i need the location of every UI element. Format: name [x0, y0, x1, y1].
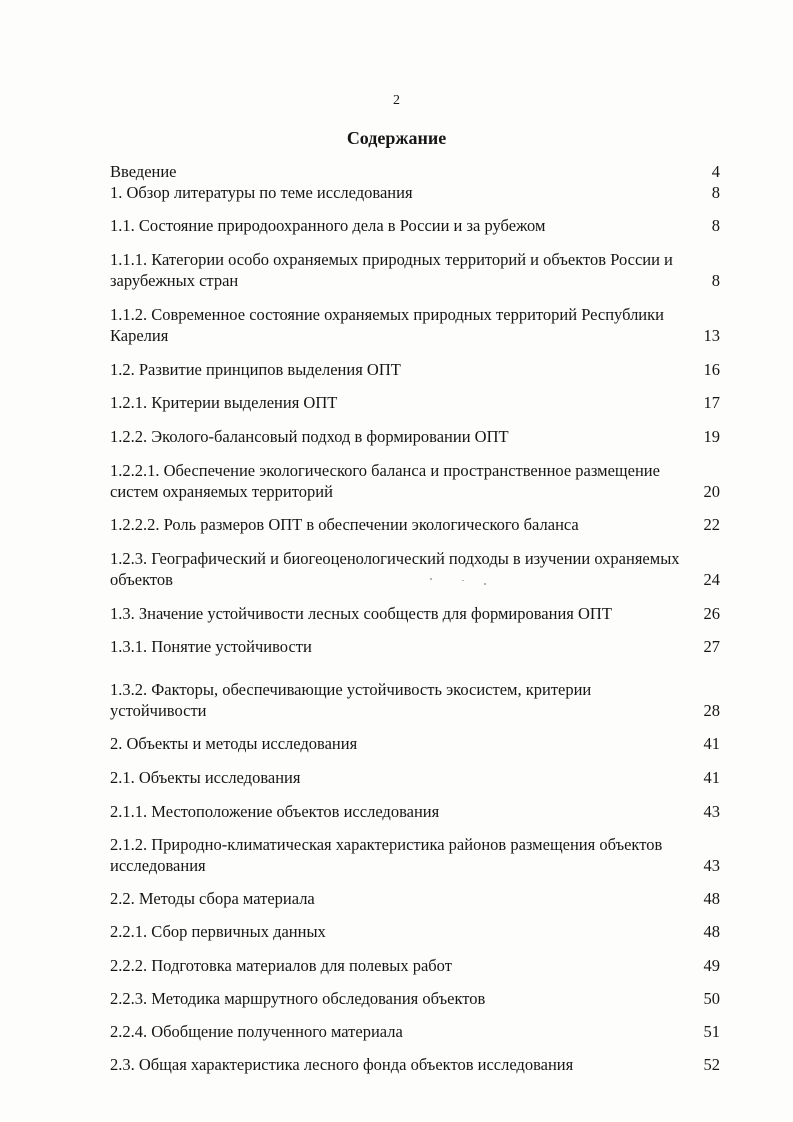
- page-number: 2: [393, 93, 400, 108]
- toc-entry-page: 49: [703, 956, 720, 975]
- toc-entry: [110, 460, 720, 502]
- toc-entry-title: 2.2.2. Подготовка материалов для полевых работ: [110, 956, 452, 975]
- toc-entry-title: 2.2. Методы сбора материала: [110, 889, 315, 908]
- toc-entry-title: 2.1.2. Природно-климатическая характеристика районов размещения объектов исследования: [110, 835, 663, 875]
- toc-entry: [110, 679, 720, 721]
- toc-entry-title: 1.2. Развитие принципов выделения ОПТ: [110, 360, 401, 379]
- toc-entry: [110, 733, 720, 754]
- scan-speck: [484, 583, 486, 585]
- toc-entry-title: 2.2.4. Обобщение полученного материала: [110, 1022, 403, 1041]
- toc-entry-title: 1.1.1. Категории особо охраняемых природных территорий и объектов России и зарубежных стран: [110, 250, 673, 290]
- toc-entry-title: 2.1.1. Местоположение объектов исследования: [110, 802, 440, 821]
- toc-entry-page: 26: [703, 604, 720, 623]
- toc-entry-title: 1.2.2. Эколого-балансовый подход в формировании ОПТ: [110, 427, 509, 446]
- toc-entry: [110, 514, 720, 535]
- toc-entry: [110, 988, 720, 1009]
- toc-entry-title: 1. Обзор литературы по теме исследования: [110, 183, 413, 202]
- toc-entry-title: 1.1. Состояние природоохранного дела в России и за рубежом: [110, 216, 546, 235]
- toc-entry-page: 22: [703, 515, 720, 534]
- toc-entry-page: 4: [711, 162, 720, 181]
- toc-entry: [110, 359, 720, 380]
- toc-entry-title: 1.3.2. Факторы, обеспечивающие устойчивость экосистем, критерии устойчивости: [110, 680, 592, 720]
- toc-entry-page: 16: [703, 360, 720, 379]
- toc-entry: [110, 921, 720, 942]
- toc-entry: [110, 249, 720, 291]
- toc-entry: [110, 215, 720, 236]
- toc-entry-page: 50: [703, 989, 720, 1008]
- toc-entry-page: 19: [703, 427, 720, 446]
- toc-entry: [110, 636, 720, 657]
- toc-entry-page: 41: [703, 768, 720, 787]
- toc-entry-title: 1.1.2. Современное состояние охраняемых природных территорий Республики Карелия: [110, 305, 664, 345]
- toc-entry-page: 48: [703, 922, 720, 941]
- toc-entry-page: 20: [703, 482, 720, 501]
- toc-entry-page: 52: [703, 1055, 720, 1074]
- toc-entry-page: 41: [703, 734, 720, 753]
- toc-entry-title: 1.2.2.1. Обеспечение экологического баланса и пространственное размещение систем охраняемых территорий: [110, 461, 660, 501]
- toc-entry-page: 28: [703, 701, 720, 720]
- toc-entry-title: 2.1. Объекты исследования: [110, 768, 301, 787]
- toc-entry: [110, 603, 720, 624]
- toc-entry: [110, 392, 720, 413]
- toc-entry: [110, 304, 720, 346]
- toc-entry-page: 8: [711, 183, 720, 202]
- page-title: Содержание: [346, 128, 447, 148]
- toc-entry-title: 1.2.3. Географический и биогеоценологический подходы в изучении охраняемых объектов: [110, 549, 680, 589]
- scan-speck: [462, 580, 464, 581]
- toc-entry-title: 1.2.2.2. Роль размеров ОПТ в обеспечении экологического баланса: [110, 515, 579, 534]
- toc-entry: [110, 548, 720, 590]
- toc-entry-title: 2.3. Общая характеристика лесного фонда объектов исследования: [110, 1055, 574, 1074]
- toc-entry-title: 2.2.1. Сбор первичных данных: [110, 922, 326, 941]
- toc-entry-page: 48: [703, 889, 720, 908]
- toc-entry: [110, 1021, 720, 1042]
- toc-entry-page: 13: [703, 326, 720, 345]
- toc-entry-page: 43: [703, 802, 720, 821]
- toc-entry-page: 27: [703, 637, 720, 656]
- toc-entry: [110, 767, 720, 788]
- toc-entry: [110, 834, 720, 876]
- toc-entry: [110, 888, 720, 909]
- toc-entry-title: 2.2.3. Методика маршрутного обследования объектов: [110, 989, 486, 1008]
- toc-entry: [110, 1054, 720, 1075]
- toc-entry-title: Введение: [110, 162, 177, 181]
- toc-entry-title: 1.3. Значение устойчивости лесных сообществ для формирования ОПТ: [110, 604, 612, 623]
- toc-entry-page: 17: [703, 393, 720, 412]
- toc-entry-title: 1.3.1. Понятие устойчивости: [110, 637, 312, 656]
- toc-entry: [110, 161, 720, 182]
- toc-entry-page: 24: [703, 570, 720, 589]
- scan-speck: [430, 578, 432, 580]
- toc-entry-title: 2. Объекты и методы исследования: [110, 734, 358, 753]
- toc-entry-page: 8: [711, 271, 720, 290]
- toc-entry: [110, 801, 720, 822]
- toc-entry-page: 51: [703, 1022, 720, 1041]
- toc-entry-page: 8: [711, 216, 720, 235]
- toc-entry: [110, 426, 720, 447]
- toc-entry-title: 1.2.1. Критерии выделения ОПТ: [110, 393, 338, 412]
- toc-entry: [110, 182, 720, 203]
- toc-entry-page: 43: [703, 856, 720, 875]
- toc-entry: [110, 955, 720, 976]
